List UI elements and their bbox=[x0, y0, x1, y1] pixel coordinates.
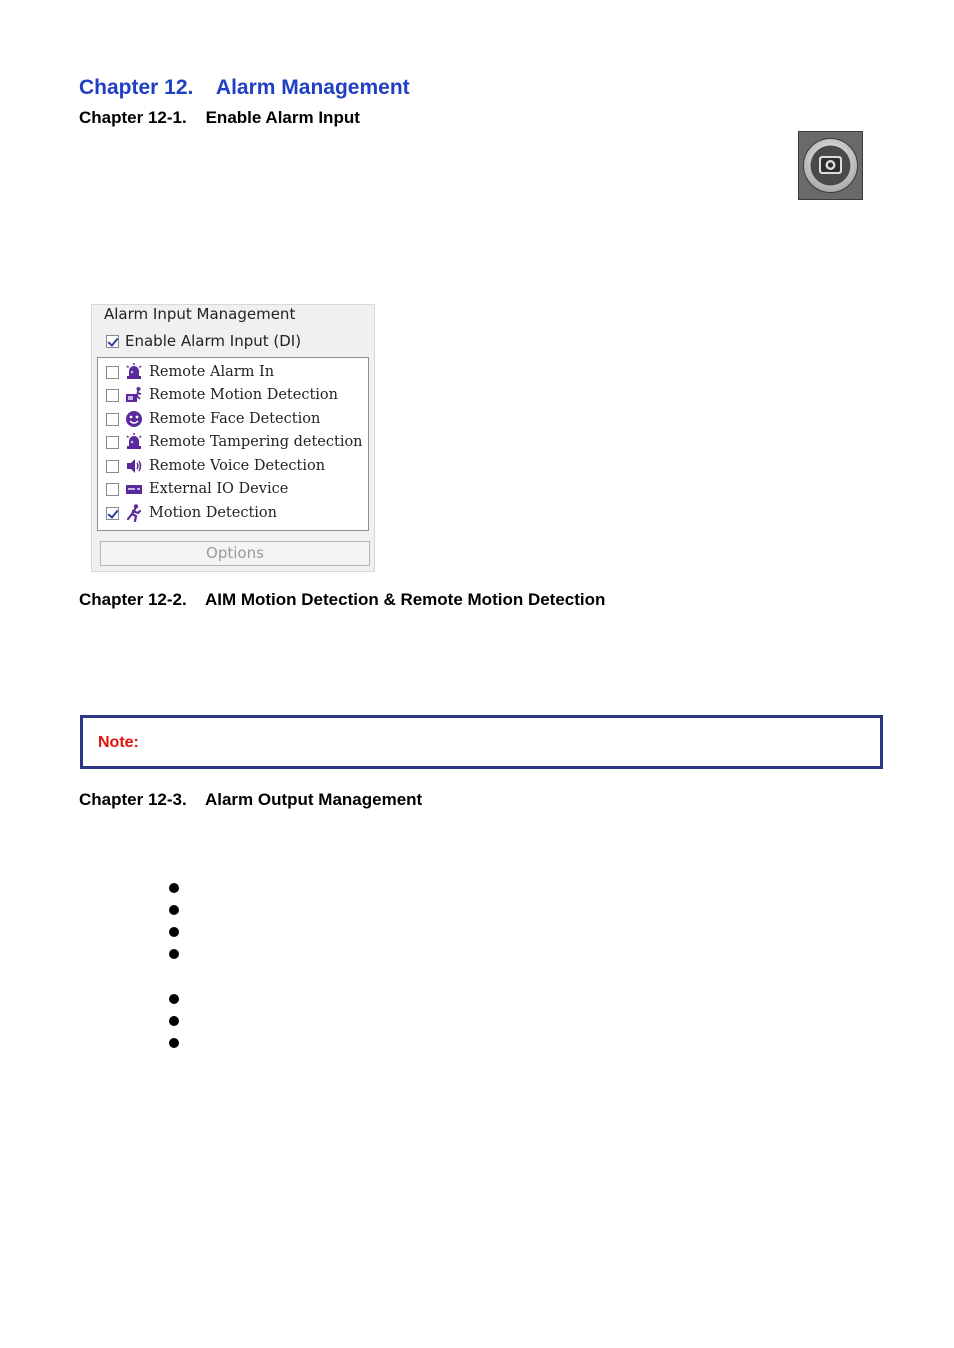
siren-icon bbox=[125, 433, 143, 451]
section-heading-motion-detection: Chapter 12-2. AIM Motion Detection & Remote Motion Detection bbox=[79, 590, 606, 609]
section-heading-enable-alarm-input: Chapter 12-1. Enable Alarm Input bbox=[79, 108, 360, 127]
io-device-icon bbox=[125, 480, 143, 498]
camera-icon bbox=[799, 132, 862, 199]
list-item-remote-alarm-in[interactable] bbox=[106, 361, 274, 383]
checkbox[interactable] bbox=[106, 413, 119, 426]
checkbox[interactable] bbox=[106, 483, 119, 496]
note-box bbox=[80, 715, 883, 769]
list-item-label: External IO Device bbox=[149, 481, 289, 497]
camera-button[interactable] bbox=[798, 131, 863, 200]
bullet bbox=[169, 927, 179, 937]
bullet bbox=[169, 994, 179, 1004]
panel-title: Alarm Input Management bbox=[104, 305, 296, 323]
list-item-remote-tampering-detection[interactable] bbox=[106, 431, 363, 453]
checkbox[interactable] bbox=[106, 389, 119, 402]
checkbox[interactable] bbox=[106, 335, 119, 348]
bullet bbox=[169, 883, 179, 893]
list-item-label: Remote Tampering detection bbox=[149, 434, 363, 450]
checkbox[interactable] bbox=[106, 436, 119, 449]
list-item-motion-detection[interactable] bbox=[106, 502, 277, 524]
note-label: Note: bbox=[98, 734, 139, 751]
alarm-source-list bbox=[97, 357, 369, 531]
speaker-icon bbox=[125, 457, 143, 475]
bullet bbox=[169, 949, 179, 959]
checkbox[interactable] bbox=[106, 460, 119, 473]
list-item-remote-voice-detection[interactable] bbox=[106, 455, 325, 477]
enable-alarm-input-checkbox[interactable] bbox=[106, 332, 301, 350]
list-item-external-io-device[interactable] bbox=[106, 478, 288, 500]
enable-alarm-input-label: Enable Alarm Input (DI) bbox=[125, 332, 302, 350]
siren-icon bbox=[125, 363, 143, 381]
list-item-remote-face-detection[interactable] bbox=[106, 408, 320, 430]
list-item-remote-motion-detection[interactable] bbox=[106, 384, 338, 406]
list-item-label: Remote Face Detection bbox=[149, 411, 321, 427]
list-item-label: Remote Motion Detection bbox=[149, 387, 338, 403]
motion-person-icon bbox=[125, 386, 143, 404]
face-icon bbox=[125, 410, 143, 428]
section-heading-alarm-output-management: Chapter 12-3. Alarm Output Management bbox=[79, 790, 423, 809]
bullet bbox=[169, 905, 179, 915]
list-item-label: Remote Voice Detection bbox=[149, 458, 326, 474]
list-item-label: Remote Alarm In bbox=[149, 364, 275, 380]
checkbox[interactable] bbox=[106, 366, 119, 379]
options-button[interactable]: Options bbox=[100, 541, 370, 566]
checkbox[interactable] bbox=[106, 507, 119, 520]
bullet bbox=[169, 1038, 179, 1048]
chapter-title: Chapter 12. Alarm Management bbox=[79, 76, 410, 99]
bullet bbox=[169, 1016, 179, 1026]
list-item-label: Motion Detection bbox=[149, 505, 277, 521]
running-person-icon bbox=[125, 504, 143, 522]
alarm-input-management-panel bbox=[91, 304, 375, 572]
